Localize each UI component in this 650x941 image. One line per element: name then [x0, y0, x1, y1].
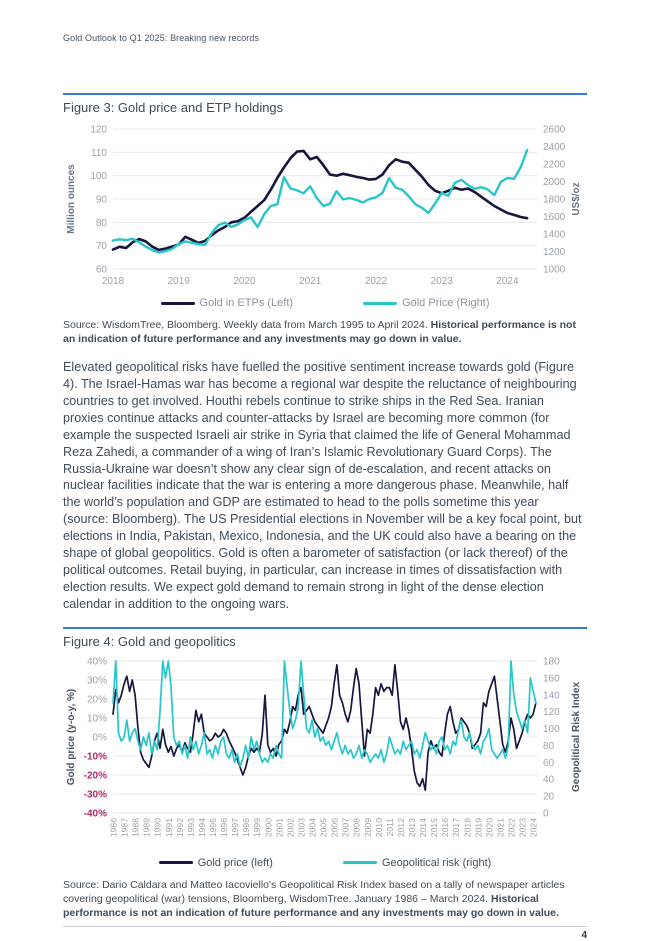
- right-axis-tick: 2000: [543, 177, 566, 188]
- x-axis-tick: 2009: [362, 817, 373, 837]
- legend-item-gold-price-right-: [363, 297, 489, 309]
- series-line-gold-price-right-: [113, 150, 527, 252]
- left-axis-tick: 0%: [92, 732, 107, 744]
- x-axis-tick: 2000: [263, 817, 274, 837]
- figure3-source-regular: Source: WisdomTree, Bloomberg. Weekly data from March 1995 to April 2024.: [63, 319, 431, 331]
- right-axis-tick: 1000: [543, 264, 566, 276]
- x-axis-tick: 1996: [219, 817, 230, 837]
- x-axis-tick: 2018: [101, 276, 125, 287]
- right-axis-tick: 140: [543, 689, 560, 701]
- x-axis-tick: 2003: [296, 817, 307, 837]
- x-axis-tick: 1989: [141, 817, 152, 837]
- right-axis-tick: 80: [543, 740, 555, 752]
- figure4-source: [63, 878, 587, 920]
- x-axis-tick: 1995: [208, 817, 219, 837]
- x-axis-tick: 2017: [451, 817, 462, 837]
- x-axis-tick: 1987: [119, 817, 130, 837]
- legend-swatch: [363, 302, 397, 305]
- x-axis-tick: 2005: [318, 817, 329, 837]
- left-axis-tick: 60: [95, 264, 107, 276]
- x-axis-tick: 2013: [407, 817, 418, 837]
- x-axis-tick: 2022: [364, 276, 388, 287]
- right-axis-tick: 120: [543, 706, 560, 718]
- x-axis-tick: 2021: [495, 817, 506, 837]
- left-axis-title: Million ounces: [66, 164, 77, 234]
- right-axis-tick: 20: [543, 791, 555, 803]
- legend-item-gold-in-etps-left-: [161, 297, 294, 309]
- left-axis-tick: 70: [95, 241, 107, 253]
- legend-swatch: [159, 861, 193, 864]
- left-axis-tick: 90: [95, 194, 107, 206]
- legend-label: Geopolitical risk (right): [381, 856, 492, 869]
- x-axis-tick: 2004: [307, 817, 318, 837]
- right-axis-title: US$/oz: [571, 182, 582, 216]
- left-axis-tick: 110: [91, 147, 107, 159]
- x-axis-tick: 2020: [484, 817, 495, 837]
- legend-swatch: [161, 302, 195, 305]
- figure3-source-bold: Historical performance is not an indication of future performance and any investments may go down in value.: [63, 319, 576, 346]
- left-axis-tick: 30%: [86, 675, 107, 687]
- x-axis-tick: 2023: [430, 276, 453, 287]
- right-axis-tick: 180: [543, 656, 560, 668]
- x-axis-tick: 2023: [517, 817, 528, 837]
- body-paragraph: Elevated geopolitical risks have fuelled the positive sentiment increase towards gold (Figure 4). The Israel-Hamas war has become a regional war despite the reluctance of neighbouring countries to get involved. Houthi rebels continue to strike ships in the Red Sea. Iranian proxies continue attacks and counter-attacks by Israel are becoming more common (for example the suspected Israeli air strike in Syria that claimed the life of General Mohammad Reza Zahedi, a commander of a wing of Iran’s Islamic Revolutionary Guard Corps). The Russia-Ukraine war doesn’t show any clear sign of de-escalation, and recent attacks on nuclear facilities indicate that the war is entering a more dangerous phase. Meanwhile, half the world’s population and GDP are estimated to head to the polls sometime this year (source: Bloomberg). The US Presidential elections in November will be a key focal point, but elections in India, Pakistan, Mexico, Indonesia, and the UK could also have a bearing on the shape of global geopolitics. Gold is often a barometer of satisfaction (or lack thereof) of the political outcomes. Retail buying, in particular, can increase in times of dissatisfaction with election results. We expect gold demand to remain strong in light of the dense election calendar in addition to the ongoing wars.: [63, 360, 582, 611]
- left-axis-tick: 10%: [86, 713, 107, 725]
- right-axis-tick: 2400: [543, 142, 566, 153]
- x-axis-tick: 2001: [274, 817, 285, 837]
- x-axis-tick: 2018: [462, 817, 473, 837]
- x-axis-tick: 2020: [233, 276, 256, 287]
- x-axis-tick: 2019: [167, 276, 190, 287]
- right-axis-tick: 60: [543, 757, 555, 769]
- series-line-gold-price-left-: [113, 665, 536, 790]
- x-axis-tick: 2019: [473, 817, 484, 837]
- figure3-block: [63, 93, 587, 313]
- x-axis-tick: 2024: [496, 276, 519, 287]
- left-axis-tick: 40%: [86, 656, 107, 668]
- right-axis-tick: 1400: [543, 229, 566, 241]
- legend-swatch: [343, 861, 377, 864]
- x-axis-tick: 2010: [373, 817, 384, 837]
- right-axis-tick: 1200: [543, 247, 566, 258]
- left-axis-title: Gold price (y-o-y, %): [66, 688, 77, 785]
- x-axis-tick: 1988: [130, 817, 141, 837]
- x-axis-tick: 2022: [506, 817, 517, 837]
- right-axis-tick: 160: [543, 673, 560, 685]
- left-axis-tick: -30%: [83, 789, 107, 801]
- legend-label: Gold price (left): [197, 856, 273, 869]
- x-axis-tick: 2002: [285, 817, 296, 837]
- x-axis-tick: 1986: [108, 817, 119, 837]
- legend-item-gold-price-left-: [159, 857, 273, 869]
- figure4-title: Figure 4: Gold and geopolitics: [63, 633, 236, 649]
- figure3-source: [63, 318, 587, 346]
- figure4-block: [63, 627, 587, 873]
- legend-label: Gold Price (Right): [402, 297, 490, 309]
- x-axis-tick: 1998: [241, 817, 252, 837]
- x-axis-tick: 2024: [528, 817, 539, 837]
- left-axis-tick: 120: [90, 124, 107, 136]
- x-axis-tick: 1999: [252, 817, 263, 837]
- figure4-source-bold: Historical performance is not an indication of future performance and any investments may go down in value.: [63, 892, 559, 919]
- x-axis-tick: 1994: [196, 817, 207, 837]
- legend-label: Gold in ETPs (Left): [199, 297, 294, 309]
- x-axis-tick: 2006: [329, 817, 340, 837]
- left-axis-tick: -20%: [83, 770, 107, 782]
- x-axis-tick: 2007: [340, 817, 351, 837]
- gold-price-etp-chart: [63, 119, 587, 293]
- x-axis-tick: 2011: [384, 817, 395, 837]
- figure3-title: Figure 3: Gold price and ETP holdings: [63, 100, 284, 115]
- x-axis-tick: 2015: [429, 817, 440, 837]
- x-axis-tick: 2016: [440, 817, 451, 837]
- left-axis-tick: 20%: [86, 694, 107, 706]
- right-axis-title: Geopolitical Risk Index: [571, 681, 582, 792]
- x-axis-tick: 1993: [185, 817, 196, 837]
- left-axis-tick: 100: [90, 171, 107, 183]
- figure3-legend: [63, 293, 587, 313]
- document-header: Gold Outlook to Q1 2025: Breaking new records: [63, 33, 260, 43]
- right-axis-tick: 2200: [543, 159, 566, 171]
- figure4-chart: [63, 653, 587, 853]
- x-axis-tick: 2021: [299, 276, 322, 287]
- right-axis-tick: 40: [543, 774, 555, 786]
- left-axis-tick: -40%: [83, 808, 107, 820]
- right-axis-tick: 1600: [543, 212, 566, 223]
- x-axis-tick: 1990: [152, 817, 163, 837]
- x-axis-tick: 2012: [395, 817, 406, 837]
- left-axis-tick: -10%: [83, 751, 107, 763]
- right-axis-tick: 0: [543, 808, 549, 820]
- x-axis-tick: 1997: [230, 817, 241, 837]
- right-axis-tick: 2600: [543, 124, 566, 136]
- x-axis-tick: 2008: [351, 817, 362, 837]
- right-axis-tick: 100: [543, 723, 560, 735]
- x-axis-tick: 1991: [163, 817, 174, 837]
- left-axis-tick: 80: [95, 217, 107, 229]
- x-axis-tick: 2014: [418, 817, 429, 837]
- figure4-legend: [63, 853, 587, 873]
- gold-geopolitics-chart: [63, 653, 587, 853]
- x-axis-tick: 1992: [174, 817, 185, 837]
- page-number: 4: [581, 929, 587, 941]
- figure4-source-regular: Source: Dario Caldara and Matteo Iacoviello's Geopolitical Risk Index based on a tally of newspaper articles covering geopolitical (war) tensions, Bloomberg, WisdomTree. January 1986 – March 2024.: [63, 878, 565, 905]
- right-axis-tick: 1800: [543, 194, 566, 206]
- legend-item-geopolitical-risk-right-: [343, 857, 491, 869]
- figure3-chart: [63, 119, 587, 293]
